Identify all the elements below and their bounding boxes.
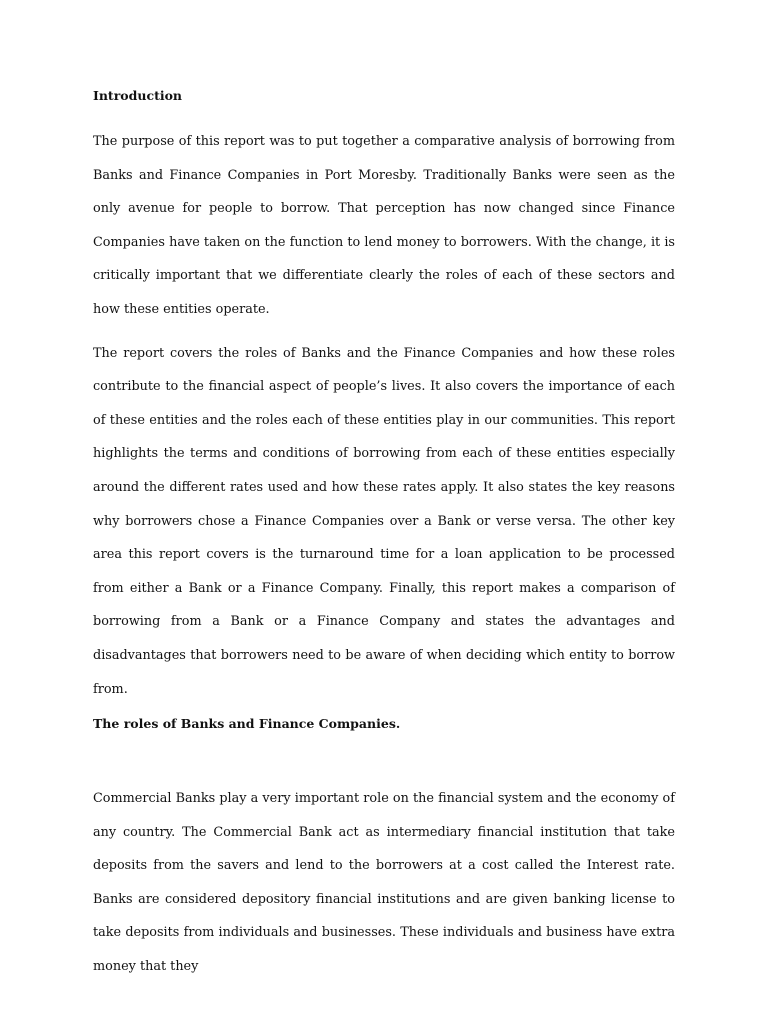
section-heading-roles: The roles of Banks and Finance Companies. xyxy=(93,716,401,732)
paragraph-commercial-banks: Commercial Banks play a very important role on the financial system and the economy of any country. The Commercial Bank act as intermediary financial institution that take deposits from the savers and lend to the borrowers at a cost called the Interest rate. Banks are considered depository financial institutions and are given banking license to take deposits from individuals and businesses. These individuals and business have extra money that they xyxy=(93,791,675,975)
document-body xyxy=(93,86,675,984)
section-heading-introduction: Introduction xyxy=(93,88,183,103)
paragraph-report-coverage: The report covers the roles of Banks and the Finance Companies and how these roles contribute to the financial aspect of people’s lives. It also covers the importance of each of these entities and the roles each of these entities play in our communities. This report highlights the terms and conditions of borrowing from each of these entities especially around the different rates used and how these rates apply. It also states the key reasons why borrowers chose a Finance Companies over a Bank or verse versa. The other key area this report covers is the turnaround time for a loan application to be processed from either a Bank or a Finance Company. Finally, this report makes a comparison of borrowing from a Bank or a Finance Company and states the advantages and disadvantages that borrowers need to be aware of when deciding which entity to borrow from. xyxy=(93,345,675,697)
paragraph-purpose: The purpose of this report was to put together a comparative analysis of borrowing from Banks and Finance Companies in Port Moresby. Traditionally Banks were seen as the only avenue for people to borrow. That perception has now changed since Finance Companies have taken on the function to lend money to borrowers. With the change, it is critically important that we differentiate clearly the roles of each of these sectors and how these entities operate. xyxy=(93,134,675,317)
